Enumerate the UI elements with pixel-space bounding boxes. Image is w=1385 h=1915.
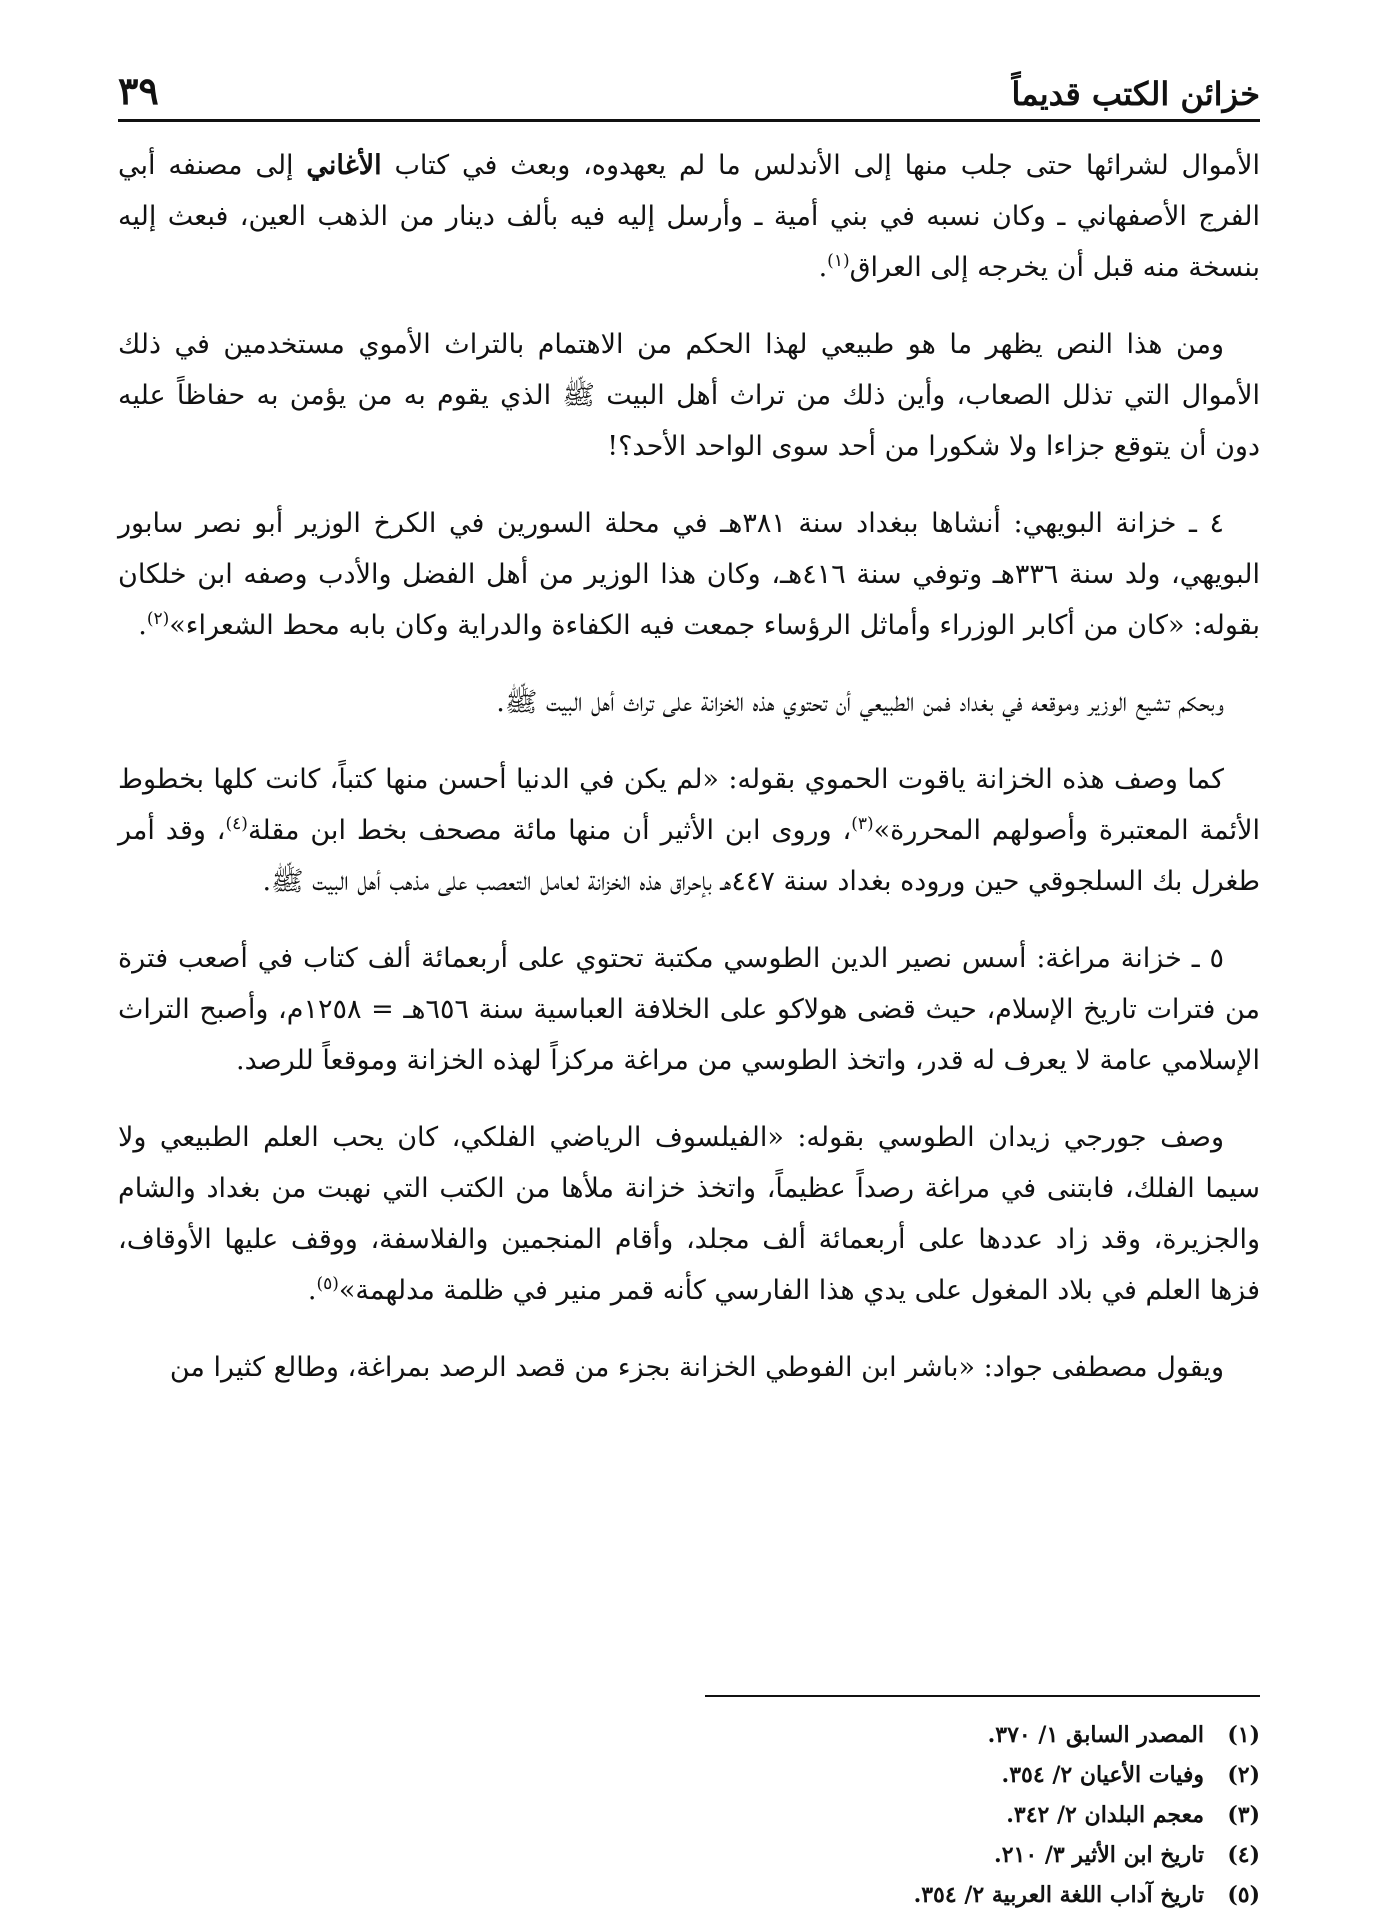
text-run: . (138, 610, 147, 641)
footnotes-list (360, 1715, 1260, 1915)
footnote (360, 1795, 1260, 1835)
footnote (360, 1715, 1260, 1755)
footnote-ref-5: (٥) (316, 1274, 339, 1294)
text-run: ، وروى ابن الأثير أن منها مائة مصحف بخط ابن مقلة (247, 815, 852, 846)
paragraph: ٥ ـ خزانة مراغة: أسس نصير الدين الطوسي مكتبة تحتوي على أربعمائة ألف كتاب في أصعب فترة من فترات تاريخ الإسلام، حيث قضى هولاكو على الخلافة العباسية سنة ٦٥٦هـ = ١٢٥٨م، وأصبح التراث الإسلامي عامة لا يعرف له قدر، واتخذ الطوسي من مراغة مركزاً لهذه الخزانة وموقعاً للرصد. (118, 943, 1261, 1076)
footnote-text: تاريخ ابن الأثير ٣/ ٢١٠. (994, 1842, 1204, 1868)
footnote-number: (٥) (1227, 1882, 1260, 1908)
footnote-number: (٤) (1227, 1842, 1260, 1868)
paragraph (118, 498, 1260, 651)
text-run: الأموال لشرائها حتى جلب منها إلى الأندلس ما لم يعهدوه، وبعث في كتاب (381, 150, 1260, 181)
paragraph: ومن هذا النص يظهر ما هو طبيعي لهذا الحكم من الاهتمام بالتراث الأموي مستخدمين في ذلك الأموال التي تذلل الصعاب، وأين ذلك من تراث أهل البيت ﷺ الذي يقوم به من يؤمن به حفاظاً عليه دون أن يتوقع جزاءا ولا شكورا من أحد سوى الواحد الأحد؟! (118, 329, 1260, 462)
paragraph: ويقول مصطفى جواد: «باشر ابن الفوطي الخزانة بجزء من قصد الرصد بمراغة، وطالع كثيرا من (169, 1352, 1224, 1383)
footnote-ref-1: (١) (827, 251, 850, 271)
footnote-divider (705, 1695, 1260, 1697)
footnote-number: (٢) (1227, 1762, 1260, 1788)
text-run: إلى مصنفه أبي الفرج الأصفهاني ـ وكان نسبه في بني أمية ـ وأرسل إليه فيه بألف دينار من الذهب العين، فبعث إليه بنسخة منه قبل أن يخرجه إلى العراق (118, 150, 1260, 283)
text-run: . (818, 252, 828, 283)
footnote-ref-2: (٢) (146, 609, 170, 629)
footnote-text: وفيات الأعيان ٢/ ٣٥٤. (1001, 1762, 1204, 1788)
paragraph (118, 754, 1260, 907)
main-text (118, 140, 1260, 1419)
footnote (360, 1875, 1260, 1915)
text-run: وصف جورجي زيدان الطوسي بقوله: «الفيلسوف الرياضي الفلكي، كان يحب العلم الطبيعي ولا سيما الفلك، فابتنى في مراغة رصداً عظيماً، واتخذ خزانة ملأها من الكتب التي نهبت من بغداد والشام والجزيرة، وقد زاد عددها على أربعمائة ألف مجلد، وأقام المنجمين والفلاسفة، ووقف عليها الأوقاف، فزها العلم في بلاد المغول على يدي هذا الفارسي كأنه قمر منير في ظلمة مدلهمة» (118, 1122, 1260, 1306)
book-title-aghani: الأغاني (306, 150, 382, 181)
paragraph (118, 1112, 1260, 1316)
page-number: ٣٩ (118, 68, 159, 113)
text-run: ٤ ـ خزانة البويهي: أنشاها ببغداد سنة ٣٨١هـ في محلة السورين في الكرخ الوزير أبو نصر سابور البويهي، ولد سنة ٣٣٦هـ وتوفي سنة ٤١٦هـ، وكان هذا الوزير من أهل الفضل والأدب وصفه ابن خلكان بقوله: «كان من أكابر الوزراء وأماثل الرؤساء جمعت فيه الكفاءة والدراية وكان بابه محط الشعراء» (118, 508, 1260, 641)
footnote-number: (١) (1227, 1722, 1260, 1748)
footnote-ref-3: (٣) (851, 814, 874, 834)
text-run: ، وقد أمر طغرل بك السلجوقي حين وروده بغداد سنة ٤٤٧هـ بإحراق هذه الخزانة لعامل التعصب على مذهب أهل البيت ﷺ. (118, 815, 1260, 897)
footnote (360, 1755, 1260, 1795)
footnote-text: تاريخ آداب اللغة العربية ٢/ ٣٥٤. (913, 1882, 1204, 1908)
footnote-number: (٣) (1227, 1802, 1260, 1828)
footnote (360, 1835, 1260, 1875)
footnote-text: المصدر السابق ١/ ٣٧٠. (987, 1722, 1204, 1748)
footnote-ref-4: (٤) (225, 814, 248, 834)
paragraph: وبحكم تشيع الوزير وموقعه في بغداد فمن الطبيعي أن تحتوي هذه الخزانة على تراث أهل البيت ﷺ. (496, 687, 1224, 718)
page-header (118, 62, 1260, 122)
text-run: . (307, 1275, 317, 1306)
paragraph (118, 140, 1260, 293)
text-run: كما وصف هذه الخزانة ياقوت الحموي بقوله: «لم يكن في الدنيا أحسن منها كتباً، كانت كلها بخطوط الأئمة المعتبرة وأصولهم المحررة» (118, 764, 1261, 846)
footnote-text: معجم البلدان ٢/ ٣٤٢. (1006, 1802, 1204, 1828)
running-title: خزائن الكتب قديماً (1011, 75, 1260, 113)
